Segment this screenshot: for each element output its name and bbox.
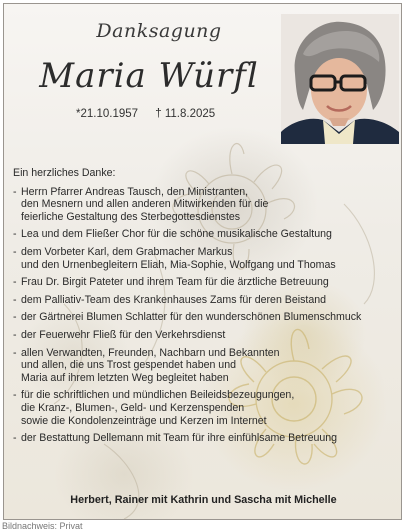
list-item-line: sowie die Kondolenzeinträge und Kerzen im Internet — [21, 414, 267, 427]
list-item: - der Feuerwehr Fließ für den Verkehrsdienst — [13, 329, 398, 342]
list-item-line: die Kranz-, Blumen-, Geld- und Kerzenspenden — [21, 401, 245, 414]
thanks-intro: Ein herzliches Danke: — [13, 167, 116, 179]
thanks-text — [13, 167, 398, 450]
list-item-line: Frau Dr. Birgit Pateter und ihrem Team für die ärztliche Betreuung — [21, 276, 329, 289]
list-item: - Lea und dem Fließer Chor für die schöne musikalische Gestaltung — [13, 228, 398, 241]
list-item-line: Maria auf ihrem letzten Weg begleitet haben — [21, 371, 229, 384]
portrait-photo — [281, 14, 399, 144]
list-item-line: den Mesnern und allen anderen Mitwirkenden für die — [21, 198, 269, 211]
list-item-line: für die schriftlichen und mündlichen Beileidsbezeugungen, — [21, 389, 295, 402]
list-item: - für die schriftlichen und mündlichen Beileidsbezeugungen, die Kranz-, Blumen-, Geld- und Kerzenspenden sowie die Kondolenzeinträge und Kerzen im Internet — [13, 389, 398, 427]
list-item: - dem Palliativ-Team des Krankenhauses Zams für deren Beistand — [13, 294, 398, 307]
list-item-line: Herrn Pfarrer Andreas Tausch, den Ministranten, — [21, 185, 249, 198]
list-item-line: allen Verwandten, Freunden, Nachbarn und Bekannten — [21, 346, 280, 359]
list-item-line: und allen, die uns Trost gespendet haben und — [21, 359, 236, 372]
death-date: † 11.8.2025 — [155, 108, 216, 120]
image-credit: Bildnachweis: Privat — [2, 521, 83, 531]
list-item: - Frau Dr. Birgit Pateter und ihrem Team für die ärztliche Betreuung — [13, 276, 398, 289]
list-item: - dem Vorbeter Karl, dem Grabmacher Markus und den Urnenbegleitern Eliah, Mia-Sophie, Wolfgang und Thomas — [13, 246, 398, 271]
list-item-line: der Gärtnerei Blumen Schlatter für den wunderschönen Blumenschmuck — [21, 311, 362, 324]
list-item-line: Lea und dem Fließer Chor für die schöne musikalische Gestaltung — [21, 228, 332, 241]
list-item-line: dem Palliativ-Team des Krankenhauses Zams für deren Beistand — [21, 293, 327, 306]
list-item: - Herrn Pfarrer Andreas Tausch, den Ministranten, den Mesnern und allen anderen Mitwirkenden für die feierliche Gestaltung des Sterbegottesdienstes — [13, 186, 398, 224]
list-item: - der Gärtnerei Blumen Schlatter für den wunderschönen Blumenschmuck — [13, 311, 398, 324]
birth-date: *21.10.1957 — [76, 108, 139, 120]
life-dates — [76, 108, 215, 120]
death-notice-card — [3, 3, 402, 520]
list-item-line: und den Urnenbegleitern Eliah, Mia-Sophie, Wolfgang und Thomas — [21, 258, 336, 271]
list-item-line: der Bestattung Dellemann mit Team für ihre einfühlsame Betreuung — [21, 432, 338, 445]
list-item: - allen Verwandten, Freunden, Nachbarn und Bekannten und allen, die uns Trost gespendet haben und Maria auf ihrem letzten Weg begleitet haben — [13, 347, 398, 385]
family-signature: Herbert, Rainer mit Kathrin und Sascha mit Michelle — [70, 494, 337, 506]
deceased-name: Maria Würfl — [39, 56, 259, 96]
list-item-line: der Feuerwehr Fließ für den Verkehrsdienst — [21, 328, 226, 341]
list-item-line: dem Vorbeter Karl, dem Grabmacher Markus — [21, 245, 233, 258]
notice-heading: Danksagung — [96, 20, 222, 42]
list-item: - der Bestattung Dellemann mit Team für ihre einfühlsame Betreuung — [13, 432, 398, 445]
list-item-line: feierliche Gestaltung des Sterbegottesdienstes — [21, 210, 241, 223]
